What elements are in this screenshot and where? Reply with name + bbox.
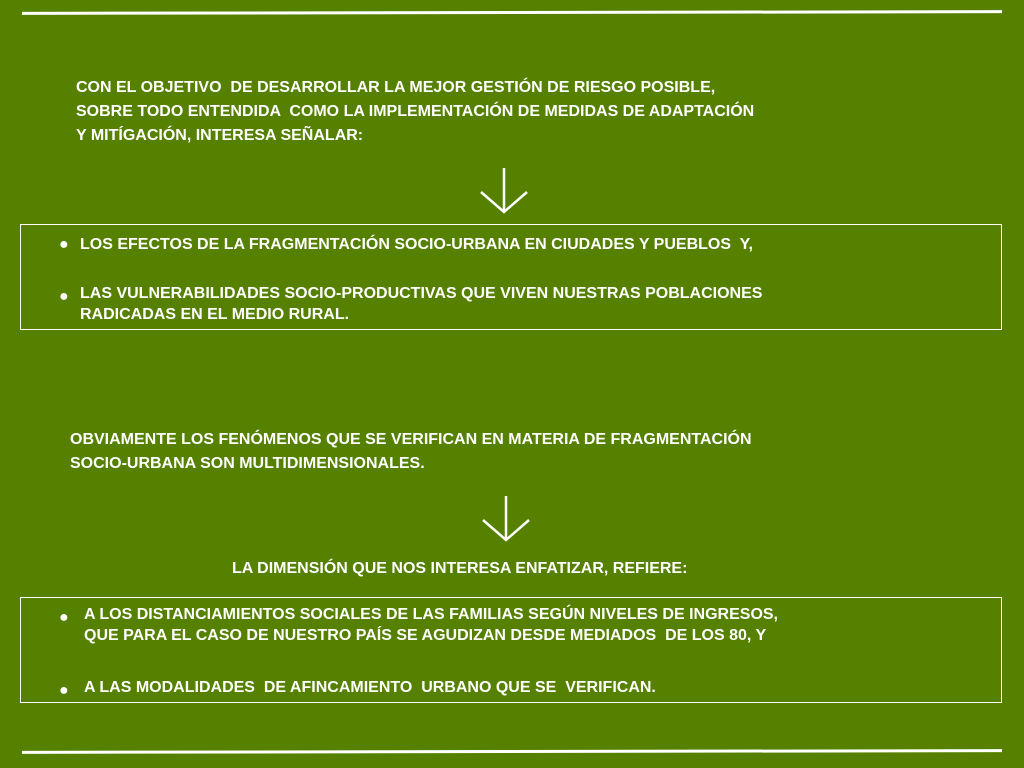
bullet-icon: ●: [59, 682, 69, 699]
list-item: LOS EFECTOS DE LA FRAGMENTACIÓN SOCIO-URBANA EN CIUDADES Y PUEBLOS Y,: [80, 236, 753, 253]
bottom-divider: [22, 749, 1002, 754]
bullet-icon: ●: [59, 609, 69, 626]
arrow-down-icon: [481, 494, 531, 544]
arrow-down-icon: [479, 166, 529, 216]
top-divider: [22, 10, 1002, 15]
dimension-heading: LA DIMENSIÓN QUE NOS INTERESA ENFATIZAR, REFIERE:: [232, 560, 688, 577]
dimension-list-box: [20, 597, 1002, 703]
effects-list-box: [20, 224, 1002, 330]
bullet-icon: ●: [59, 236, 69, 253]
multidimensional-paragraph: OBVIAMENTE LOS FENÓMENOS QUE SE VERIFICAN EN MATERIA DE FRAGMENTACIÓN SOCIO-URBANA SON MULTIDIMENSIONALES.: [70, 431, 752, 472]
list-item: LAS VULNERABILIDADES SOCIO-PRODUCTIVAS QUE VIVEN NUESTRAS POBLACIONES RADICADAS EN EL MEDIO RURAL.: [80, 285, 763, 323]
list-item: A LAS MODALIDADES DE AFINCAMIENTO URBANO QUE SE VERIFICAN.: [84, 679, 656, 696]
bullet-icon: ●: [59, 288, 69, 305]
list-item: A LOS DISTANCIAMIENTOS SOCIALES DE LAS FAMILIAS SEGÚN NIVELES DE INGRESOS, QUE PARA EL CASO DE NUESTRO PAÍS SE AGUDIZAN DESDE MEDIADOS DE LOS 80, Y: [84, 606, 778, 644]
intro-paragraph: CON EL OBJETIVO DE DESARROLLAR LA MEJOR GESTIÓN DE RIESGO POSIBLE, SOBRE TODO ENTENDIDA COMO LA IMPLEMENTACIÓN DE MEDIDAS DE ADAPTACIÓN Y MITÍGACIÓN, INTERESA SEÑALAR:: [76, 79, 755, 144]
